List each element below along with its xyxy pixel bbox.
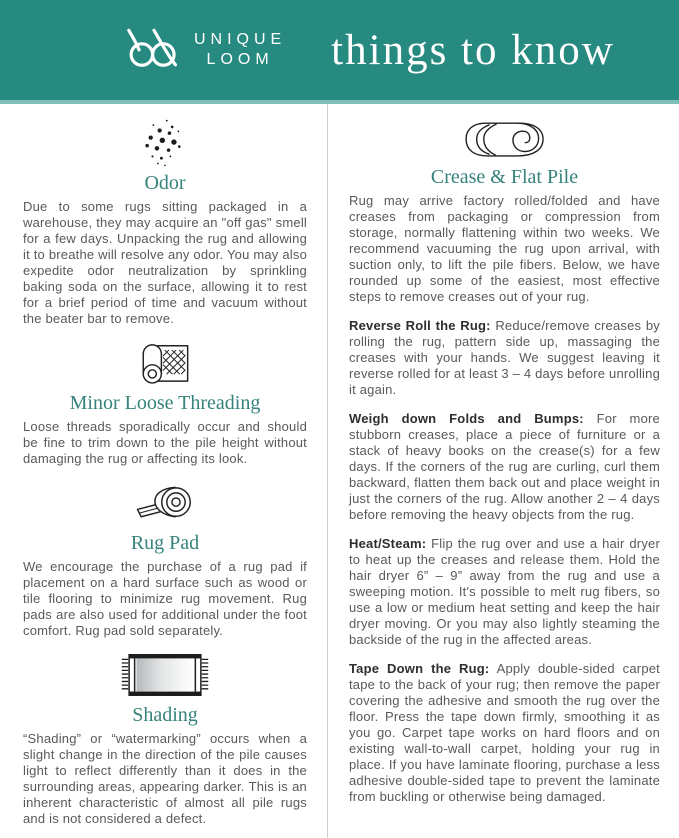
flat-rug-fringe-icon <box>23 650 307 700</box>
section-odor <box>23 118 307 327</box>
section-title-minor-loose-threading: Minor Loose Threading <box>69 392 261 414</box>
section-title-shading: Shading <box>132 704 198 726</box>
left-column <box>0 104 327 838</box>
section-body-rug-pad: We encourage the purchase of a rug pad if placement on a hard surface such as wood or tile flooring to minimize rug movement. Rug pads are also used for additional under the foot comfort. Rug pad sold separately. <box>23 559 307 638</box>
section-body-odor: Due to some rugs sitting packaged in a warehouse, they may acquire an "off gas" smell for a few days. Unpacking the rug and allowing it to breathe will resolve any odor. You may also expedite odor neutralization by sprinkling baking soda on the surface, allowing it to rest for a brief period of time and vacuum without the beater bar to remove. <box>23 199 307 326</box>
section-title-rug-pad: Rug Pad <box>130 532 200 554</box>
section-body-minor-loose-threading: Loose threads sporadically occur and should be fine to trim down to the pile height without damaging the rug or affecting its look. <box>23 419 307 466</box>
tip-reverse-roll-text: Reduce/remove creases by rolling the rug, pattern side up, massaging the creases with your hands. We suggest leaving it reverse rolled for at least 3 – 4 days before unrolling it again. <box>349 318 660 397</box>
section-crease-flat-pile <box>349 118 660 805</box>
unique-loom-glasses-icon <box>126 24 182 77</box>
odor-dots-icon <box>23 118 307 168</box>
tip-weigh-down <box>349 411 660 523</box>
brand-line2: LOOM <box>206 51 274 68</box>
section-body-shading: “Shading” or “watermarking” occurs when a slight change in the direction of the pile causes light to reflect differently than it does in the surrounding areas, appearing darker. This is an inherent characteristic of almost all pile rugs and is not considered a defect. <box>23 731 307 826</box>
tip-weigh-down-label: Weigh down Folds and Bumps: <box>349 411 584 426</box>
brand-logo <box>126 24 286 77</box>
rolled-rug-spiral-icon <box>349 118 660 162</box>
section-title-crease-flat-pile: Crease & Flat Pile <box>430 166 579 188</box>
page-title: things to know <box>331 26 615 74</box>
section-intro-crease-flat-pile: Rug may arrive factory rolled/folded and have creases from packaging or compression from storage, normally flattening within two weeks. We recommend vacuuming the rug upon arrival, with suction only, to lift the pile fibers. Below, we have rounded up some of the easiest, most effective steps to remove creases out of your rug. <box>349 193 660 304</box>
brand-name <box>194 30 286 70</box>
content-area <box>0 104 679 838</box>
section-minor-loose-threading <box>23 338 307 467</box>
tip-tape-down <box>349 661 660 805</box>
section-shading <box>23 650 307 827</box>
tip-reverse-roll-label: Reverse Roll the Rug: <box>349 318 491 333</box>
brand-line1: UNIQUE <box>194 31 287 48</box>
right-column <box>327 104 679 838</box>
tip-heat-steam <box>349 536 660 648</box>
tip-heat-steam-label: Heat/Steam: <box>349 536 427 551</box>
tip-tape-down-text: Apply double-sided carpet tape to the back of your rug; then remove the paper covering the adhesive and smooth the rug over the floor. Press the tape down firmly, smoothing it as you go. Carpet tape works on hard floors and on existing wall-to-wall carpet, holding your rug in place. If you have laminate flooring, purchase a less adhesive double-sided tape to prevent the laminate from buckling or otherwise being damaged. <box>349 661 660 804</box>
tip-tape-down-label: Tape Down the Rug: <box>349 661 490 676</box>
rolled-rug-crosshatch-icon <box>23 338 307 388</box>
tip-weigh-down-text: For more stubborn creases, place a piece of furniture or a stack of heavy books on the crease(s) for a few days. If the corners of the rug are curling, curl them backward, flatten them back out and place weight in just the corners of the rug. Allow another 2 – 4 days before removing the heavy objects from the rug. <box>349 411 660 522</box>
brand-header <box>0 0 679 104</box>
tip-reverse-roll <box>349 318 660 398</box>
section-title-odor: Odor <box>144 172 186 194</box>
rug-pad-roll-icon <box>23 478 307 528</box>
tip-heat-steam-text: Flip the rug over and use a hair dryer to heat up the creases and release them. Hold the hair dryer 6” – 9” away from the rug and use a sweeping motion. It's possible to melt rug fibers, so use a low or medium heat setting and keep the hair dryer moving. Or you may also lightly steaming the backside of the rug in the affected areas. <box>349 536 660 647</box>
section-rug-pad <box>23 478 307 639</box>
